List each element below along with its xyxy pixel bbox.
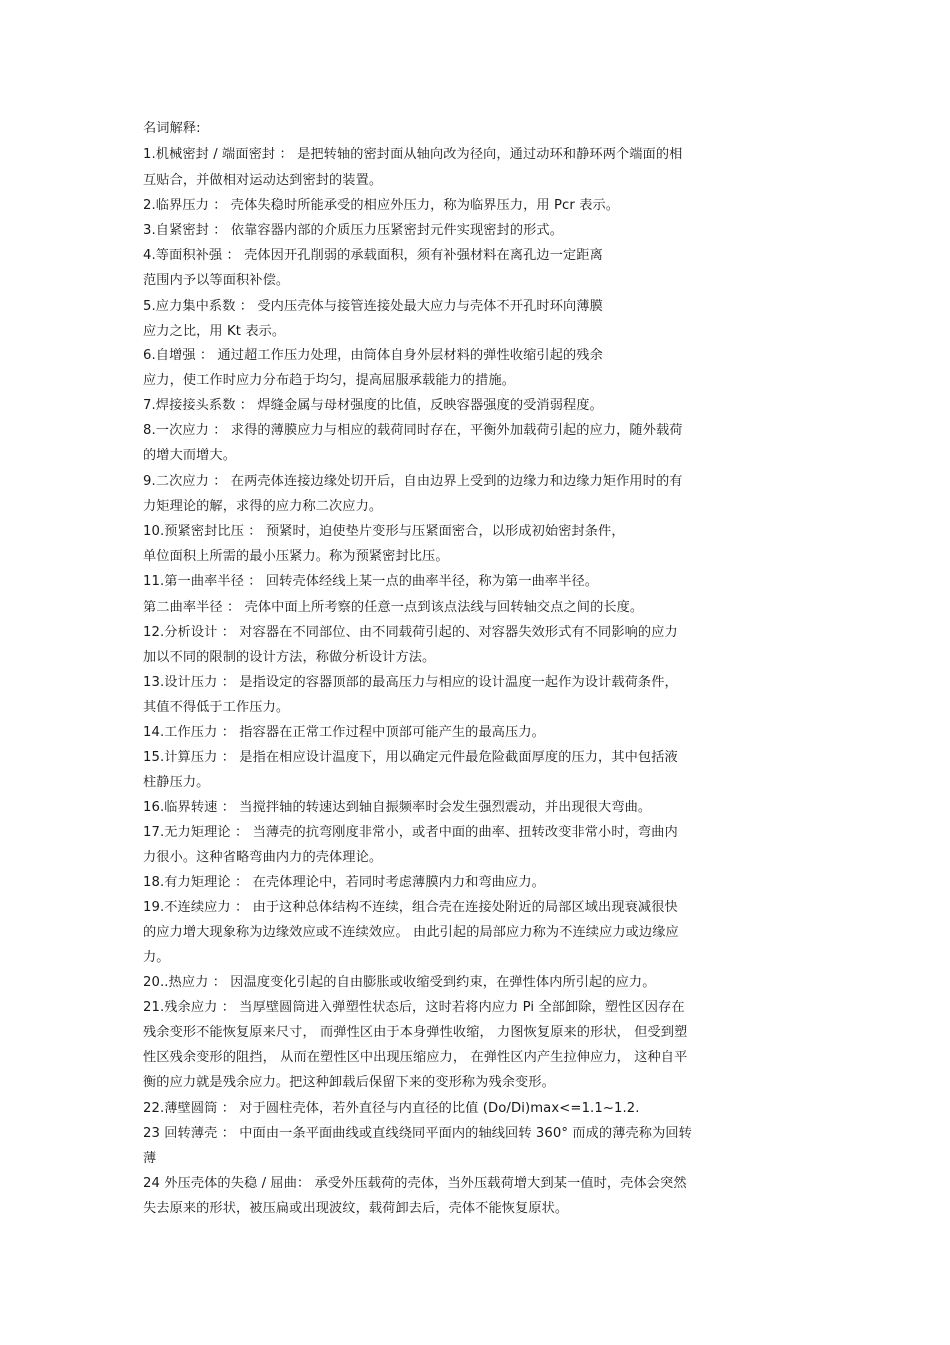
text-line: 3.自紧密封 ： 依靠容器内部的介质压力压紧密封元件实现密封的形式。 xyxy=(143,223,563,238)
text-line: 残余变形不能恢复原来尺寸， 而弹性区由于本身弹性收缩， 力图恢复原来的形状， 但受到塑 xyxy=(143,1025,688,1040)
text-line: 失去原来的形状，被压扁或出现波纹，载荷卸去后，壳体不能恢复原状。 xyxy=(143,1201,569,1216)
text-line: 22.薄壁圆筒 ： 对于圆柱壳体，若外直径与内直径的比值 (Do/Di)max<=1.1~1.2. xyxy=(143,1101,640,1116)
text-line: 12.分析设计 ： 对容器在不同部位、由不同载荷引起的、对容器失效形式有不同影响的应力 xyxy=(143,625,678,640)
text-line: 应力，使工作时应力分布趋于均匀，提高屈服承载能力的措施。 xyxy=(143,373,516,388)
text-line: 衡的应力就是残余应力。把这种卸载后保留下来的变形称为残余变形。 xyxy=(143,1075,555,1090)
text-line: 的应力增大现象称为边缘效应或不连续效应。 由此引起的局部应力称为不连续应力或边缘应 xyxy=(143,925,679,940)
text-line: 加以不同的限制的设计方法，称做分析设计方法。 xyxy=(143,650,436,665)
text-line: 第二曲率半径 ： 壳体中面上所考察的任意一点到该点法线与回转轴交点之间的长度。 xyxy=(143,600,644,615)
text-line: 8.一次应力 ： 求得的薄膜应力与相应的载荷同时存在，平衡外加载荷引起的应力，随外载荷 xyxy=(143,423,683,438)
text-line: 的增大而增大。 xyxy=(143,448,237,463)
text-line: 薄 xyxy=(143,1151,157,1166)
text-line: 19.不连续应力 ： 由于这种总体结构不连续，组合壳在连接处附近的局部区域出现衰减很快 xyxy=(143,900,678,915)
text-line: 力。 xyxy=(143,950,170,965)
text-line: 5.应力集中系数 ： 受内压壳体与接管连接处最大应力与壳体不开孔时环向薄膜 xyxy=(143,299,603,314)
document-heading: 名词解释: xyxy=(143,121,201,136)
text-line: 性区残余变形的阻挡， 从而在塑性区中出现压缩应力， 在弹性区内产生拉伸应力， 这种自平 xyxy=(143,1050,688,1065)
text-line: 其值不得低于工作压力。 xyxy=(143,700,290,715)
text-line: 15.计算压力 ： 是指在相应设计温度下，用以确定元件最危险截面厚度的压力，其中包括液 xyxy=(143,750,678,765)
text-line: 14.工作压力 ： 指容器在正常工作过程中顶部可能产生的最高压力。 xyxy=(143,725,545,740)
text-line: 力很小。这种省略弯曲内力的壳体理论。 xyxy=(143,850,383,865)
text-line: 力矩理论的解，求得的应力称二次应力。 xyxy=(143,499,383,514)
text-line: 13.设计压力 ： 是指设定的容器顶部的最高压力与相应的设计温度一起作为设计载荷条件， xyxy=(143,675,678,690)
text-line: 18.有力矩理论 ： 在壳体理论中，若同时考虑薄膜内力和弯曲应力。 xyxy=(143,875,545,890)
text-line: 23 回转薄壳 ： 中面由一条平面曲线或直线绕同平面内的轴线回转 360° 而成的薄壳称为回转 xyxy=(143,1126,692,1141)
text-line: 互贴合，并做相对运动达到密封的装置。 xyxy=(143,173,383,188)
text-line: 11.第一曲率半径 ： 回转壳体经线上某一点的曲率半径，称为第一曲率半径。 xyxy=(143,574,599,589)
text-line: 10.预紧密封比压 ： 预紧时，迫使垫片变形与压紧面密合，以形成初始密封条件， xyxy=(143,524,625,539)
text-line: 柱静压力。 xyxy=(143,775,210,790)
text-line: 2.临界压力 ： 壳体失稳时所能承受的相应外压力，称为临界压力，用 Pcr 表示。 xyxy=(143,198,620,213)
text-line: 16.临界转速 ： 当搅拌轴的转速达到轴自振频率时会发生强烈震动，并出现很大弯曲。 xyxy=(143,800,652,815)
text-line: 20..热应力 ： 因温度变化引起的自由膨胀或收缩受到约束，在弹性体内所引起的应力。 xyxy=(143,975,656,990)
text-line: 范围内予以等面积补偿。 xyxy=(143,273,290,288)
text-line: 单位面积上所需的最小压紧力。称为预紧密封比压。 xyxy=(143,549,449,564)
text-line: 24 外压壳体的失稳 / 屈曲： 承受外压载荷的壳体，当外压载荷增大到某一值时，壳体会突然 xyxy=(143,1176,687,1191)
text-line: 7.焊接接头系数 ： 焊缝金属与母材强度的比值，反映容器强度的受消弱程度。 xyxy=(143,398,603,413)
text-line: 4.等面积补强 ： 壳体因开孔削弱的承载面积，须有补强材料在离孔边一定距离 xyxy=(143,248,603,263)
text-line: 应力之比，用 Kt 表示。 xyxy=(143,324,286,339)
text-line: 17.无力矩理论 ： 当薄壳的抗弯刚度非常小，或者中面的曲率、扭转改变非常小时，弯曲内 xyxy=(143,825,678,840)
text-line: 6.自增强 ： 通过超工作压力处理，由筒体自身外层材料的弹性收缩引起的残余 xyxy=(143,348,603,363)
text-line: 21.残余应力 ： 当厚壁圆筒进入弹塑性状态后，这时若将内应力 Pi 全部卸除，塑性区因存在 xyxy=(143,1000,685,1015)
text-line: 1.机械密封 / 端面密封 ： 是把转轴的密封面从轴向改为径向，通过动环和静环两个端面的相 xyxy=(143,147,683,162)
text-line: 9.二次应力 ： 在两壳体连接边缘处切开后，自由边界上受到的边缘力和边缘力矩作用时的有 xyxy=(143,474,683,489)
